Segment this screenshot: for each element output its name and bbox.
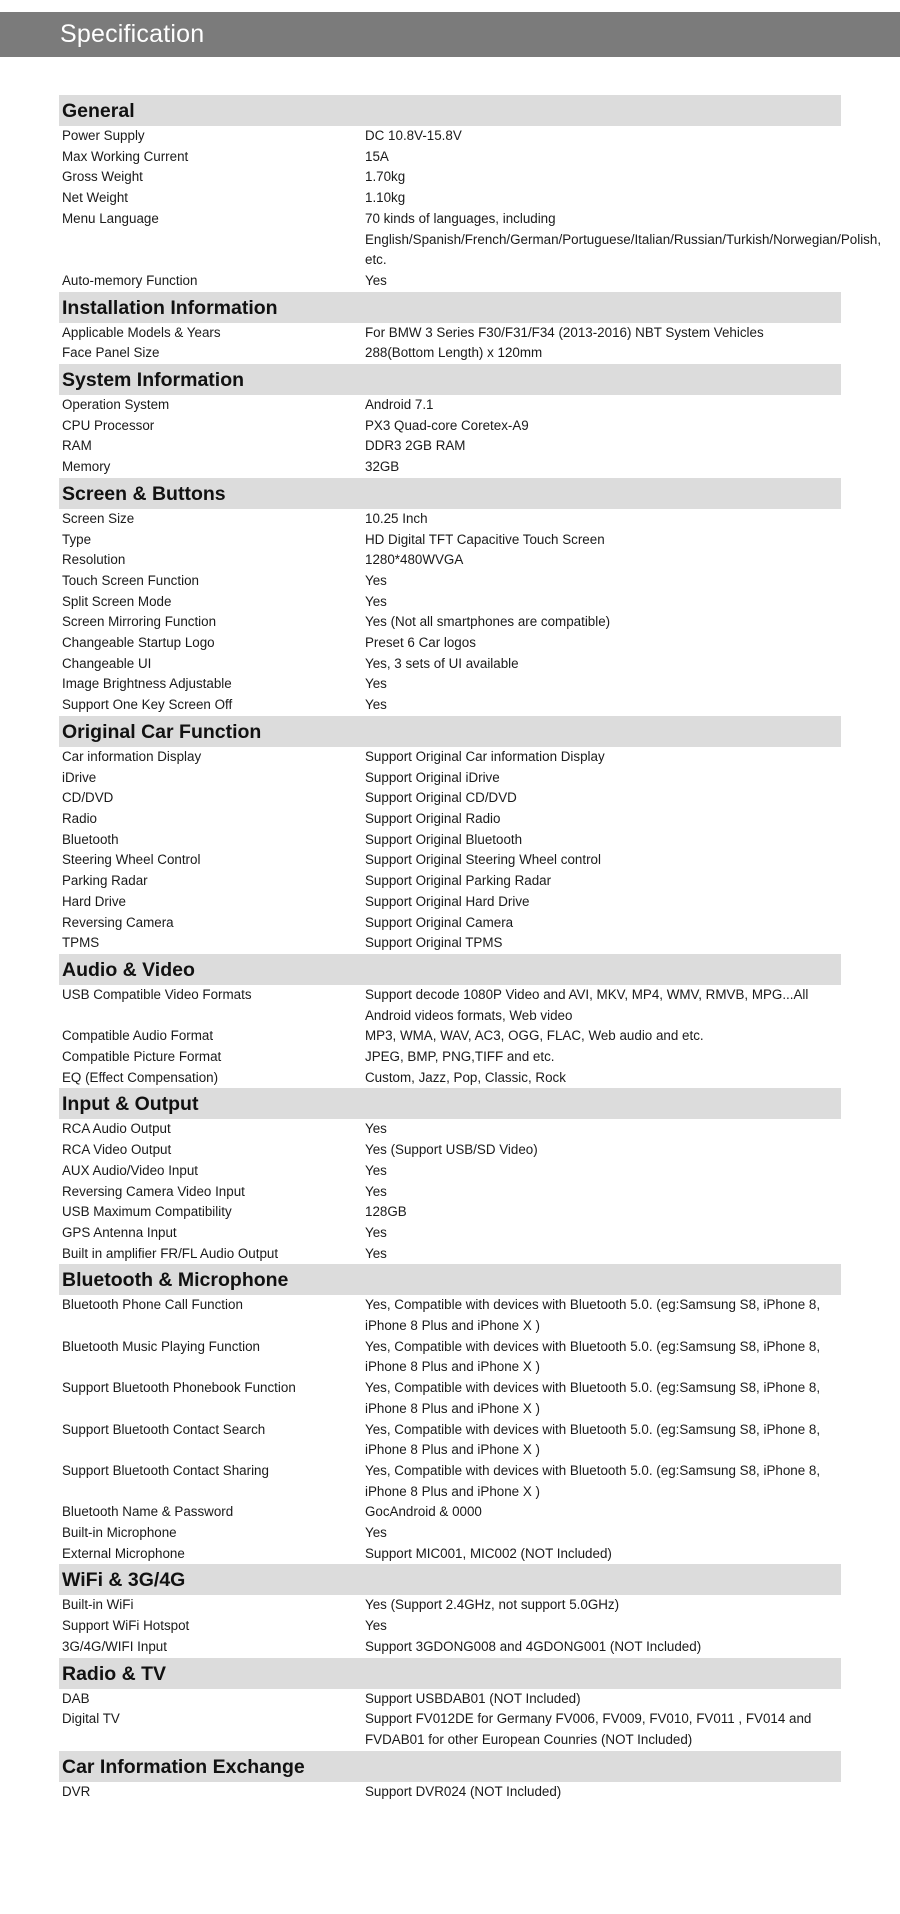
spec-section [59, 1264, 841, 1564]
spec-row [59, 1119, 841, 1140]
spec-row [59, 1420, 841, 1461]
spec-value: Yes (Support USB/SD Video) [365, 1142, 538, 1158]
spec-value: Support Original Car information Display [365, 748, 605, 764]
spec-value: Support Original CD/DVD [365, 790, 517, 806]
spec-label: Screen Mirroring Function [62, 614, 217, 630]
spec-row [59, 1068, 841, 1089]
spec-row [59, 1637, 841, 1658]
spec-value: HD Digital TFT Capacitive Touch Screen [365, 531, 605, 547]
spec-section [59, 95, 882, 292]
spec-label: Support WiFi Hotspot [62, 1618, 190, 1634]
spec-row [59, 457, 841, 478]
spec-label: Bluetooth Music Playing Function [62, 1338, 260, 1354]
spec-value: Yes [365, 1183, 387, 1199]
spec-row [59, 509, 841, 530]
spec-label: USB Compatible Video Formats [62, 986, 252, 1002]
spec-value: Support FV012DE for Germany FV006, FV009, FV010, FV011 , FV014 and FVDAB01 for other European Counries (NOT Included) [365, 1711, 812, 1747]
spec-label: Reversing Camera Video Input [62, 1183, 245, 1199]
spec-label: Built in amplifier FR/FL Audio Output [62, 1245, 279, 1261]
spec-row [59, 1782, 841, 1803]
spec-label: Bluetooth Name & Password [62, 1504, 234, 1520]
spec-row [59, 1026, 841, 1047]
spec-row [59, 1616, 841, 1637]
section-heading: Screen & Buttons [59, 478, 841, 509]
spec-row [59, 1223, 841, 1244]
spec-label: Reversing Camera [62, 914, 174, 930]
spec-value: 15A [365, 148, 389, 164]
spec-row [59, 871, 841, 892]
spec-value: Yes [365, 1121, 387, 1137]
spec-label: Steering Wheel Control [62, 852, 201, 868]
spec-row [59, 747, 841, 768]
spec-label: Operation System [62, 397, 170, 413]
spec-label: Car information Display [62, 748, 202, 764]
spec-row [59, 1502, 841, 1523]
spec-label: Auto-memory Function [62, 272, 198, 288]
spec-row [59, 1523, 841, 1544]
spec-label: Split Screen Mode [62, 593, 172, 609]
spec-label: Screen Size [62, 510, 135, 526]
spec-label: EQ (Effect Compensation) [62, 1069, 219, 1085]
section-heading: Radio & TV [59, 1658, 841, 1689]
spec-row [59, 530, 841, 551]
spec-label: 3G/4G/WIFI Input [62, 1638, 167, 1654]
spec-section [59, 364, 841, 478]
spec-row [59, 612, 841, 633]
spec-value: Support Original Bluetooth [365, 831, 523, 847]
spec-row [59, 323, 841, 344]
spec-row [59, 1182, 841, 1203]
spec-value: Yes [365, 697, 387, 713]
spec-label: TPMS [62, 935, 100, 951]
spec-row [59, 913, 841, 934]
spec-section [59, 1088, 841, 1264]
spec-label: USB Maximum Compatibility [62, 1204, 232, 1220]
spec-label: Type [62, 531, 92, 547]
spec-value: Yes (Support 2.4GHz, not support 5.0GHz) [365, 1597, 620, 1613]
spec-label: Bluetooth Phone Call Function [62, 1297, 243, 1313]
spec-label: RCA Video Output [62, 1142, 172, 1158]
spec-label: CPU Processor [62, 417, 155, 433]
spec-label: Built-in Microphone [62, 1525, 177, 1541]
spec-value: 1.70kg [365, 169, 406, 185]
spec-row [59, 571, 841, 592]
spec-label: Radio [62, 810, 97, 826]
spec-value: 70 kinds of languages, including English/Spanish/French/German/Portuguese/Italian/Russian/Turkish/Norwegian/Polish, etc. [365, 210, 882, 268]
spec-label: External Microphone [62, 1545, 185, 1561]
spec-row [59, 1295, 841, 1336]
spec-row [59, 985, 841, 1026]
spec-label: Face Panel Size [62, 345, 160, 361]
spec-value: Support USBDAB01 (NOT Included) [365, 1690, 581, 1706]
spec-label: DAB [62, 1690, 90, 1706]
spec-value: Support Original Steering Wheel control [365, 852, 601, 868]
spec-value: 10.25 Inch [365, 510, 428, 526]
spec-label: Digital TV [62, 1711, 120, 1727]
spec-value: DDR3 2GB RAM [365, 438, 466, 454]
spec-row [59, 1161, 841, 1182]
page-title: Specification [60, 20, 205, 48]
spec-label: Parking Radar [62, 873, 148, 889]
spec-label: Support Bluetooth Contact Sharing [62, 1462, 269, 1478]
spec-value: Support DVR024 (NOT Included) [365, 1783, 562, 1799]
spec-row [59, 1595, 841, 1616]
spec-label: Max Working Current [62, 148, 189, 164]
section-heading: WiFi & 3G/4G [59, 1564, 841, 1595]
spec-label: Bluetooth [62, 831, 119, 847]
spec-row [59, 343, 841, 364]
spec-section [59, 1751, 841, 1803]
spec-value: 1280*480WVGA [365, 552, 464, 568]
spec-label: Changeable UI [62, 655, 152, 671]
spec-label: Image Brightness Adjustable [62, 676, 232, 692]
spec-row [59, 436, 841, 457]
spec-value: Support decode 1080P Video and AVI, MKV, MP4, WMV, RMVB, MPG...All Android videos formats, Web video [365, 986, 809, 1023]
spec-row [59, 167, 841, 188]
spec-value: MP3, WMA, WAV, AC3, OGG, FLAC, Web audio and etc. [365, 1028, 704, 1044]
spec-value: Yes [365, 593, 387, 609]
spec-row [59, 933, 841, 954]
spec-value: Support Original TPMS [365, 935, 503, 951]
section-heading: Audio & Video [59, 954, 841, 985]
spec-label: GPS Antenna Input [62, 1224, 177, 1240]
spec-label: Hard Drive [62, 893, 126, 909]
spec-row [59, 271, 841, 292]
spec-label: RAM [62, 438, 92, 454]
spec-row [59, 1244, 841, 1265]
spec-label: AUX Audio/Video Input [62, 1162, 198, 1178]
spec-value: Yes, Compatible with devices with Bluetooth 5.0. (eg:Samsung S8, iPhone 8, iPhone 8 Plus and iPhone X ) [365, 1338, 821, 1375]
spec-label: Changeable Startup Logo [62, 635, 215, 651]
spec-value: Support MIC001, MIC002 (NOT Included) [365, 1545, 612, 1561]
spec-value: Support Original iDrive [365, 769, 500, 785]
spec-row [59, 1047, 841, 1068]
spec-section [59, 478, 841, 716]
spec-label: DVR [62, 1783, 91, 1799]
spec-value: Yes [365, 676, 387, 692]
spec-value: Yes [365, 1245, 387, 1261]
spec-label: Resolution [62, 552, 126, 568]
spec-row [59, 1337, 841, 1378]
header-banner [0, 12, 900, 57]
spec-row [59, 147, 841, 168]
spec-row [59, 788, 841, 809]
spec-label: Menu Language [62, 210, 159, 226]
spec-row [59, 126, 841, 147]
spec-value: JPEG, BMP, PNG,TIFF and etc. [365, 1049, 555, 1065]
section-heading: General [59, 95, 841, 126]
spec-row [59, 809, 841, 830]
spec-section [59, 716, 841, 954]
spec-row [59, 695, 841, 716]
spec-row [59, 1544, 841, 1565]
spec-row [59, 1689, 841, 1710]
section-heading: System Information [59, 364, 841, 395]
spec-value: Support Original Camera [365, 914, 514, 930]
spec-value: For BMW 3 Series F30/F31/F34 (2013-2016) NBT System Vehicles [365, 324, 764, 340]
spec-label: Support Bluetooth Phonebook Function [62, 1380, 296, 1396]
spec-value: PX3 Quad-core Coretex-A9 [365, 417, 529, 433]
spec-value: Yes [365, 272, 387, 288]
spec-label: Support One Key Screen Off [62, 697, 233, 713]
section-heading: Bluetooth & Microphone [59, 1264, 841, 1295]
spec-value: Yes [365, 1525, 387, 1541]
specification-table [59, 95, 882, 1802]
section-heading: Installation Information [59, 292, 841, 323]
section-heading: Original Car Function [59, 716, 841, 747]
section-heading: Car Information Exchange [59, 1751, 841, 1782]
spec-value: Yes, 3 sets of UI available [365, 655, 519, 671]
spec-label: Net Weight [62, 190, 128, 206]
spec-value: Yes [365, 1618, 387, 1634]
spec-value: Android 7.1 [365, 397, 434, 413]
spec-row [59, 550, 841, 571]
spec-section [59, 954, 841, 1089]
spec-label: CD/DVD [62, 790, 114, 806]
spec-value: DC 10.8V-15.8V [365, 128, 462, 143]
spec-section [59, 292, 841, 364]
spec-value: GocAndroid & 0000 [365, 1504, 482, 1520]
spec-value: Support Original Parking Radar [365, 873, 552, 889]
spec-row [59, 1140, 841, 1161]
spec-value: Support Original Hard Drive [365, 893, 530, 909]
spec-value: 288(Bottom Length) x 120mm [365, 345, 543, 361]
spec-row [59, 592, 841, 613]
spec-value: Support Original Radio [365, 810, 501, 826]
spec-value: Preset 6 Car logos [365, 635, 476, 651]
spec-row [59, 830, 841, 851]
spec-label: Gross Weight [62, 169, 143, 185]
spec-value: Yes (Not all smartphones are compatible) [365, 614, 611, 630]
spec-value: Yes [365, 1162, 387, 1178]
spec-row [59, 416, 841, 437]
spec-value: 128GB [365, 1204, 407, 1220]
spec-value: Yes, Compatible with devices with Bluetooth 5.0. (eg:Samsung S8, iPhone 8, iPhone 8 Plus and iPhone X ) [365, 1462, 821, 1499]
spec-row [59, 674, 841, 695]
spec-row [59, 209, 882, 271]
spec-row [59, 395, 841, 416]
spec-value: Yes [365, 572, 387, 588]
spec-label: Applicable Models & Years [62, 324, 221, 340]
spec-label: iDrive [62, 769, 97, 785]
spec-section [59, 1658, 841, 1751]
spec-value: 1.10kg [365, 190, 406, 206]
spec-row [59, 1709, 841, 1750]
spec-row [59, 768, 841, 789]
spec-label: Power Supply [62, 128, 145, 143]
spec-row [59, 1461, 841, 1502]
spec-label: Memory [62, 459, 111, 475]
spec-label: Compatible Picture Format [62, 1049, 222, 1065]
spec-value: 32GB [365, 459, 400, 475]
spec-row [59, 633, 841, 654]
spec-label: RCA Audio Output [62, 1121, 171, 1137]
spec-value: Yes, Compatible with devices with Bluetooth 5.0. (eg:Samsung S8, iPhone 8, iPhone 8 Plus and iPhone X ) [365, 1380, 821, 1416]
spec-label: Compatible Audio Format [62, 1028, 214, 1044]
spec-value: Custom, Jazz, Pop, Classic, Rock [365, 1069, 566, 1085]
spec-label: Touch Screen Function [62, 572, 199, 588]
spec-section [59, 1564, 841, 1657]
spec-value: Yes [365, 1224, 387, 1240]
spec-row [59, 892, 841, 913]
spec-value: Yes, Compatible with devices with Bluetooth 5.0. (eg:Samsung S8, iPhone 8, iPhone 8 Plus and iPhone X ) [365, 1297, 821, 1334]
spec-label: Support Bluetooth Contact Search [62, 1421, 266, 1437]
spec-row [59, 188, 841, 209]
spec-value: Yes, Compatible with devices with Bluetooth 5.0. (eg:Samsung S8, iPhone 8, iPhone 8 Plus and iPhone X ) [365, 1421, 821, 1458]
section-heading: Input & Output [59, 1088, 841, 1119]
spec-row [59, 850, 841, 871]
spec-label: Built-in WiFi [62, 1597, 134, 1613]
spec-row [59, 654, 841, 675]
spec-value: Support 3GDONG008 and 4GDONG001 (NOT Included) [365, 1638, 702, 1654]
spec-row [59, 1378, 841, 1419]
spec-row [59, 1202, 841, 1223]
